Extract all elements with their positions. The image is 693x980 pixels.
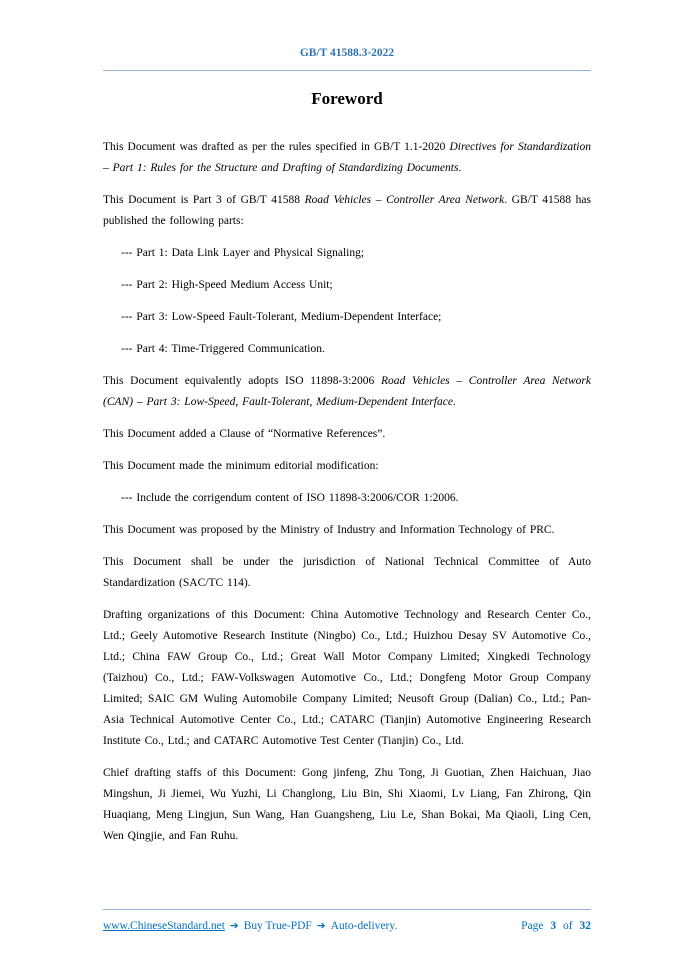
paragraph xyxy=(103,605,591,752)
text-run: This Document was drafted as per the rules specified in GB/T 1.1-2020 xyxy=(103,141,450,153)
text-run: . GB/T 41588 has published the following parts: xyxy=(103,194,591,227)
text-run: This Document equivalently adopts ISO 11898-3:2006 xyxy=(103,375,381,387)
italic-text-run: Road Vehicles – Controller Area Network (CAN) – Part 3: Low-Speed, Fault-Tolerant, Medium-Dependent Interface xyxy=(103,375,591,408)
text-run: This Document was proposed by the Ministry of Industry and Information Technology of PRC. xyxy=(103,524,555,536)
italic-text-run: Road Vehicles – Controller Area Network xyxy=(304,194,505,206)
document-body xyxy=(103,137,591,909)
paragraph xyxy=(103,763,591,847)
page-title: Foreword xyxy=(311,89,383,108)
current-page-number: 3 xyxy=(550,920,557,932)
list-item-paragraph xyxy=(103,339,591,360)
arrow-right-icon: ➔ xyxy=(316,920,326,932)
paragraph xyxy=(103,137,591,179)
page-word: Page xyxy=(521,920,544,932)
page-indicator xyxy=(517,918,591,934)
list-item-paragraph xyxy=(103,243,591,264)
paragraph xyxy=(103,371,591,413)
footer-buy-label: Buy True-PDF xyxy=(243,920,312,932)
footer-promo xyxy=(103,918,402,934)
total-page-number: 32 xyxy=(579,920,591,932)
footer-divider xyxy=(103,909,591,910)
header-divider xyxy=(103,70,591,71)
text-run: Drafting organizations of this Document: China Automotive Technology and Research Center Co., Ltd.; Geely Automotive Research Institute (Ningbo) Co., Ltd.; Huizhou Desay SV Automotive Co., Ltd.; China FAW Group Co., Ltd.; Great Wall Motor Company Limited; Xingkedi Technology (Taizhou) Co., Ltd.; FAW-Volkswagen Automotive Co., Ltd.; Dongfeng Motor Group Company Limited; SAIC GM Wuling Automobile Company Limited; Neusoft Group (Dalian) Co., Ltd.; Pan-Asia Technical Automotive Center Co., Ltd.; CATARC (Tianjin) Automotive Engineering Research Institute Co., Ltd.; and CATARC Automotive Test Center (Tianjin) Co., Ltd. xyxy=(103,609,591,747)
paragraph xyxy=(103,456,591,477)
footer-delivery-label: Auto-delivery. xyxy=(330,920,398,932)
text-run: Chief drafting staffs of this Document: Gong jinfeng, Zhu Tong, Ji Guotian, Zhen Haichuan, Jiao Mingshun, Ji Jiemei, Wu Yuzhi, Li Changlong, Liu Bin, Shi Xiaomi, Lv Liang, Fan Zhirong, Qin Huaqiang, Meng Lingjun, Sun Wang, Han Guangsheng, Liu Le, Shan Bokai, Ma Qiaoli, Ling Cen, Wen Qingjie, and Fan Ruhu. xyxy=(103,767,591,842)
paragraph xyxy=(103,552,591,594)
text-run: This Document shall be under the jurisdiction of National Technical Committee of Auto Standardization (SAC/TC 114). xyxy=(103,556,591,589)
paragraph xyxy=(103,520,591,541)
website-link[interactable]: www.ChineseStandard.net xyxy=(103,920,225,932)
page-footer xyxy=(103,909,591,980)
text-run: --- Include the corrigendum content of ISO 11898-3:2006/COR 1:2006. xyxy=(121,492,459,504)
page-header xyxy=(103,46,591,71)
paragraph xyxy=(103,424,591,445)
arrow-right-icon: ➔ xyxy=(229,920,239,932)
of-word: of xyxy=(563,920,573,932)
list-item-paragraph xyxy=(103,275,591,296)
list-item-paragraph xyxy=(103,488,591,509)
text-run: --- Part 1: Data Link Layer and Physical Signaling; xyxy=(121,247,365,259)
doc-number: GB/T 41588.3-2022 xyxy=(299,47,395,59)
text-run: This Document is Part 3 of GB/T 41588 xyxy=(103,194,305,206)
text-run: . xyxy=(458,162,462,174)
text-run: . xyxy=(452,396,456,408)
text-run: This Document made the minimum editorial modification: xyxy=(103,460,379,472)
list-item-paragraph xyxy=(103,307,591,328)
italic-text-run: Directives for Standardization – Part 1: Rules for the Structure and Drafting of Standardizing Documents xyxy=(103,141,591,174)
text-run: --- Part 3: Low-Speed Fault-Tolerant, Medium-Dependent Interface; xyxy=(121,311,442,323)
text-run: --- Part 2: High-Speed Medium Access Unit; xyxy=(121,279,333,291)
text-run: This Document added a Clause of “Normative References”. xyxy=(103,428,386,440)
footer-row xyxy=(103,918,591,934)
text-run: --- Part 4: Time-Triggered Communication. xyxy=(121,343,325,355)
paragraph xyxy=(103,190,591,232)
